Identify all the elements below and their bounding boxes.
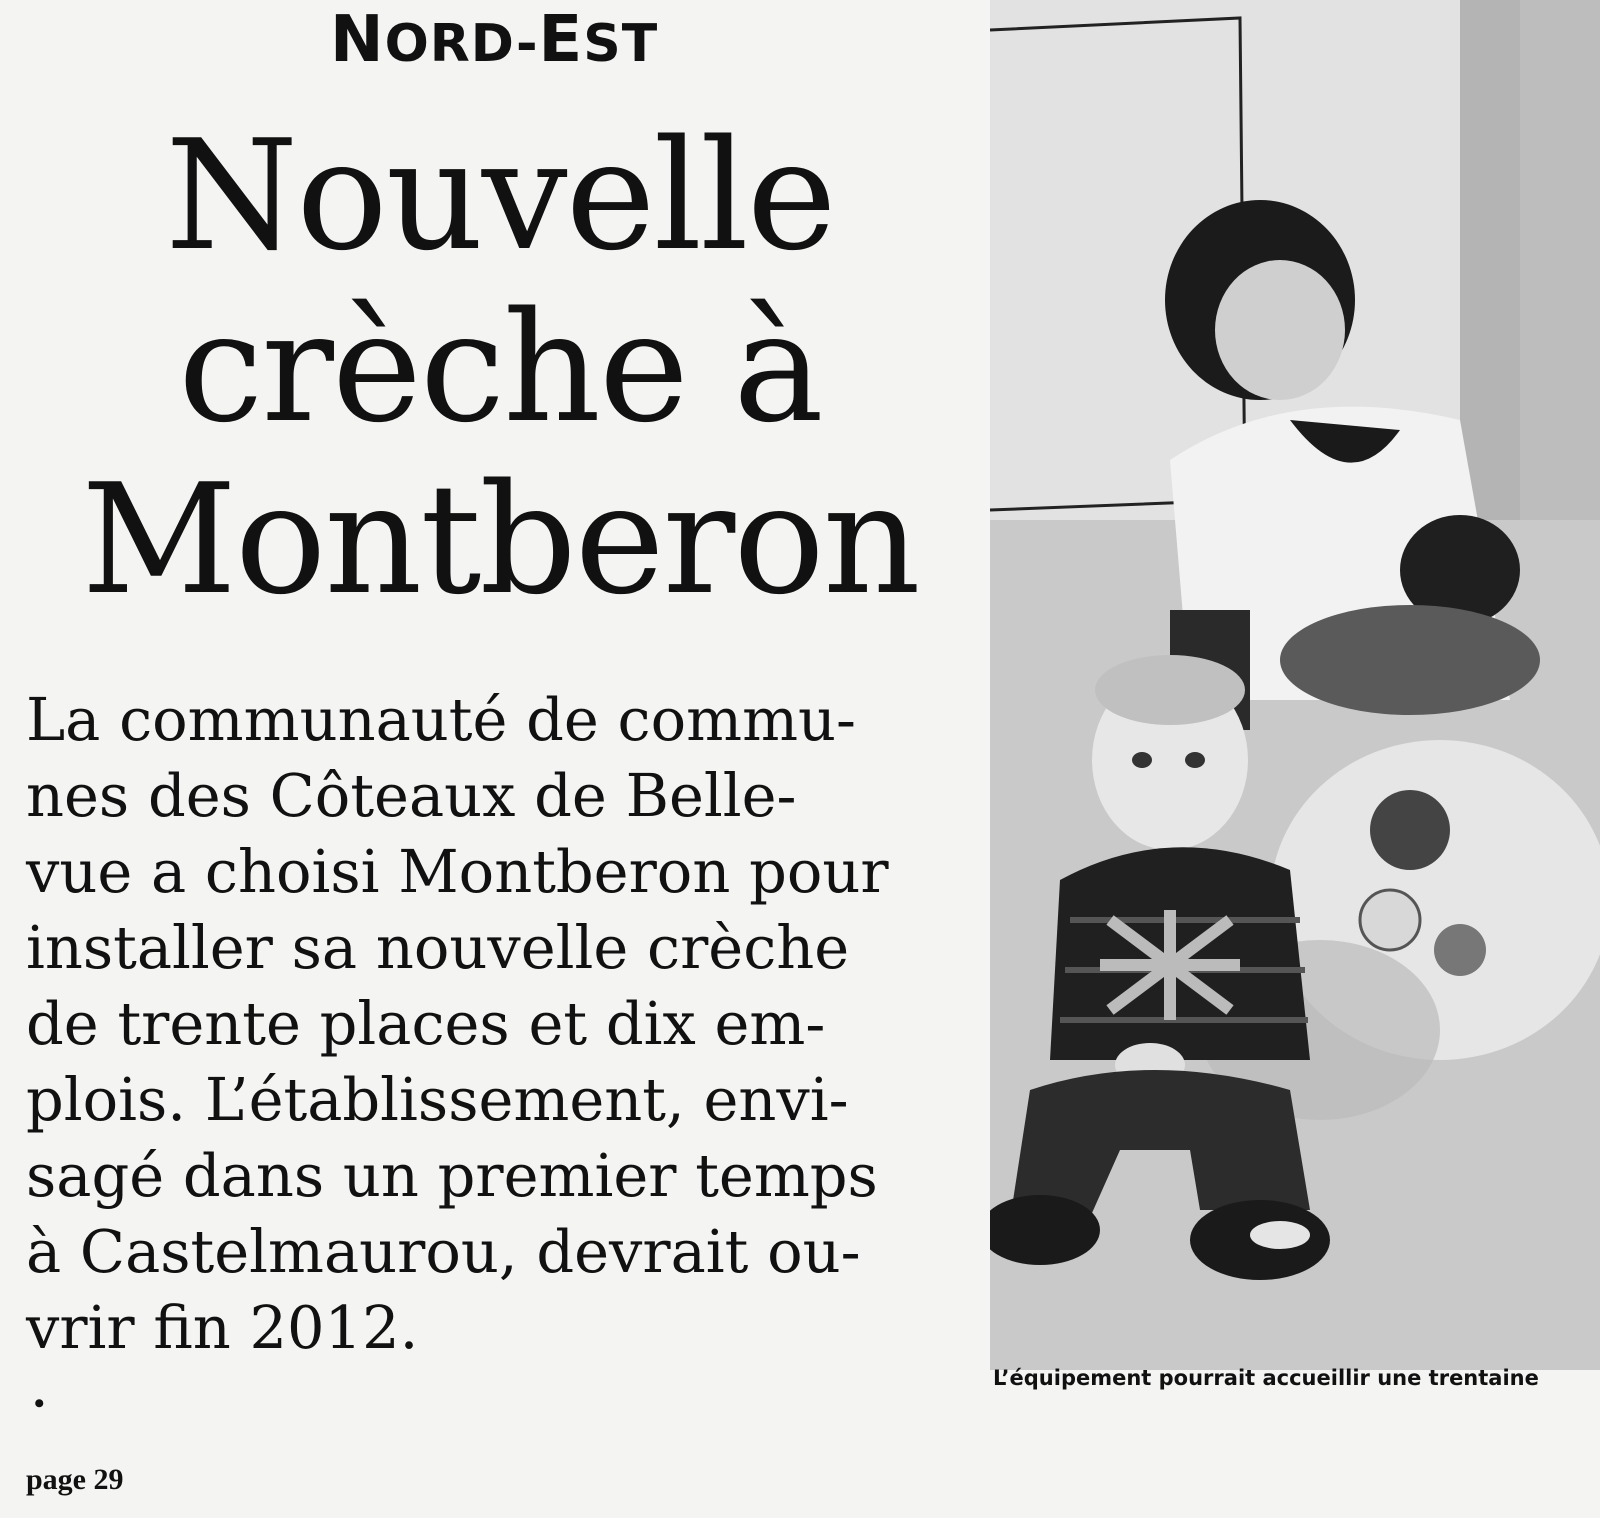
page-reference-text: page 29 xyxy=(26,1463,124,1496)
lead-line: nes des Côteaux de Belle- xyxy=(26,761,797,830)
lead-line: à Castelmaurou, devrait ou- xyxy=(26,1217,861,1286)
lead-line: sagé dans un premier temps xyxy=(26,1141,878,1210)
rubric-initial-n: N xyxy=(330,3,385,77)
photo xyxy=(990,0,1600,1370)
bullet-icon: • xyxy=(34,1387,45,1420)
rubric-part-2: ST xyxy=(583,14,659,74)
lead-line: plois. L’établissement, envi- xyxy=(26,1065,849,1134)
section-rubric xyxy=(330,0,658,84)
lead-line: installer sa nouvelle crèche xyxy=(26,913,850,982)
photo-caption: L’équipement pourrait accueillir une trentaine xyxy=(993,1366,1539,1390)
lead-line-last xyxy=(26,1290,956,1518)
photo-illustration xyxy=(990,0,1600,1370)
headline xyxy=(40,107,960,628)
headline-line: Nouvelle xyxy=(165,107,835,284)
headline-line: Montberon xyxy=(81,451,919,628)
page-reference xyxy=(26,1366,956,1518)
lead-line: La communauté de commu- xyxy=(26,685,856,754)
lead-paragraph xyxy=(26,682,956,1518)
lead-line: de trente places et dix em- xyxy=(26,989,826,1058)
lead-line: vrir fin 2012. xyxy=(26,1293,419,1362)
lead-line: vue a choisi Montberon pour xyxy=(26,837,889,906)
headline-line: crèche à xyxy=(178,279,822,456)
rubric-initial-e: E xyxy=(538,3,584,77)
rubric-part-1: ORD- xyxy=(384,14,539,74)
